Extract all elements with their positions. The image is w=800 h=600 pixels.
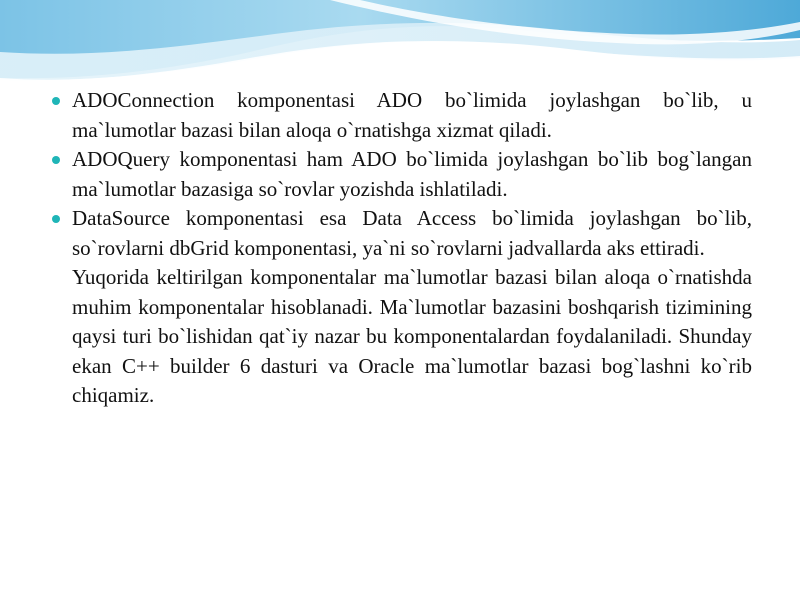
slide-body xyxy=(50,86,752,411)
bullet-item xyxy=(50,204,752,263)
bullet-text: DataSource komponentasi esa Data Access bo`limida joylashgan bo`lib, so`rovlarni dbGrid komponentasi, ya`ni so`rovlarni jadvallarda aks ettiradi. xyxy=(72,206,752,260)
summary-paragraph: Yuqorida keltirilgan komponentalar ma`lumotlar bazasi bilan aloqa o`rnatishda muhim komponentalar hisoblanadi. Ma`lumotlar bazasini boshqarish tizimining qaysi turi bo`lishidan qat`iy nazar bu komponentalardan foydalaniladi. Shunday ekan C++ builder 6 dasturi va Oracle ma`lumotlar bazasi bog`lashni ko`rib chiqamiz. xyxy=(72,265,752,407)
bullet-text: ADOQuery komponentasi ham ADO bo`limida joylashgan bo`lib bog`langan ma`lumotlar bazasiga so`rovlar yozishda ishlatiladi. xyxy=(72,147,752,201)
bullet-dot-icon xyxy=(52,215,60,223)
bullet-text: ADOConnection komponentasi ADO bo`limida joylashgan bo`lib, u ma`lumotlar bazasi bilan aloqa o`rnatishga xizmat qiladi. xyxy=(72,88,752,142)
bullet-dot-icon xyxy=(52,156,60,164)
bullet-item xyxy=(50,86,752,145)
bullet-item xyxy=(50,145,752,204)
bullet-dot-icon xyxy=(52,97,60,105)
